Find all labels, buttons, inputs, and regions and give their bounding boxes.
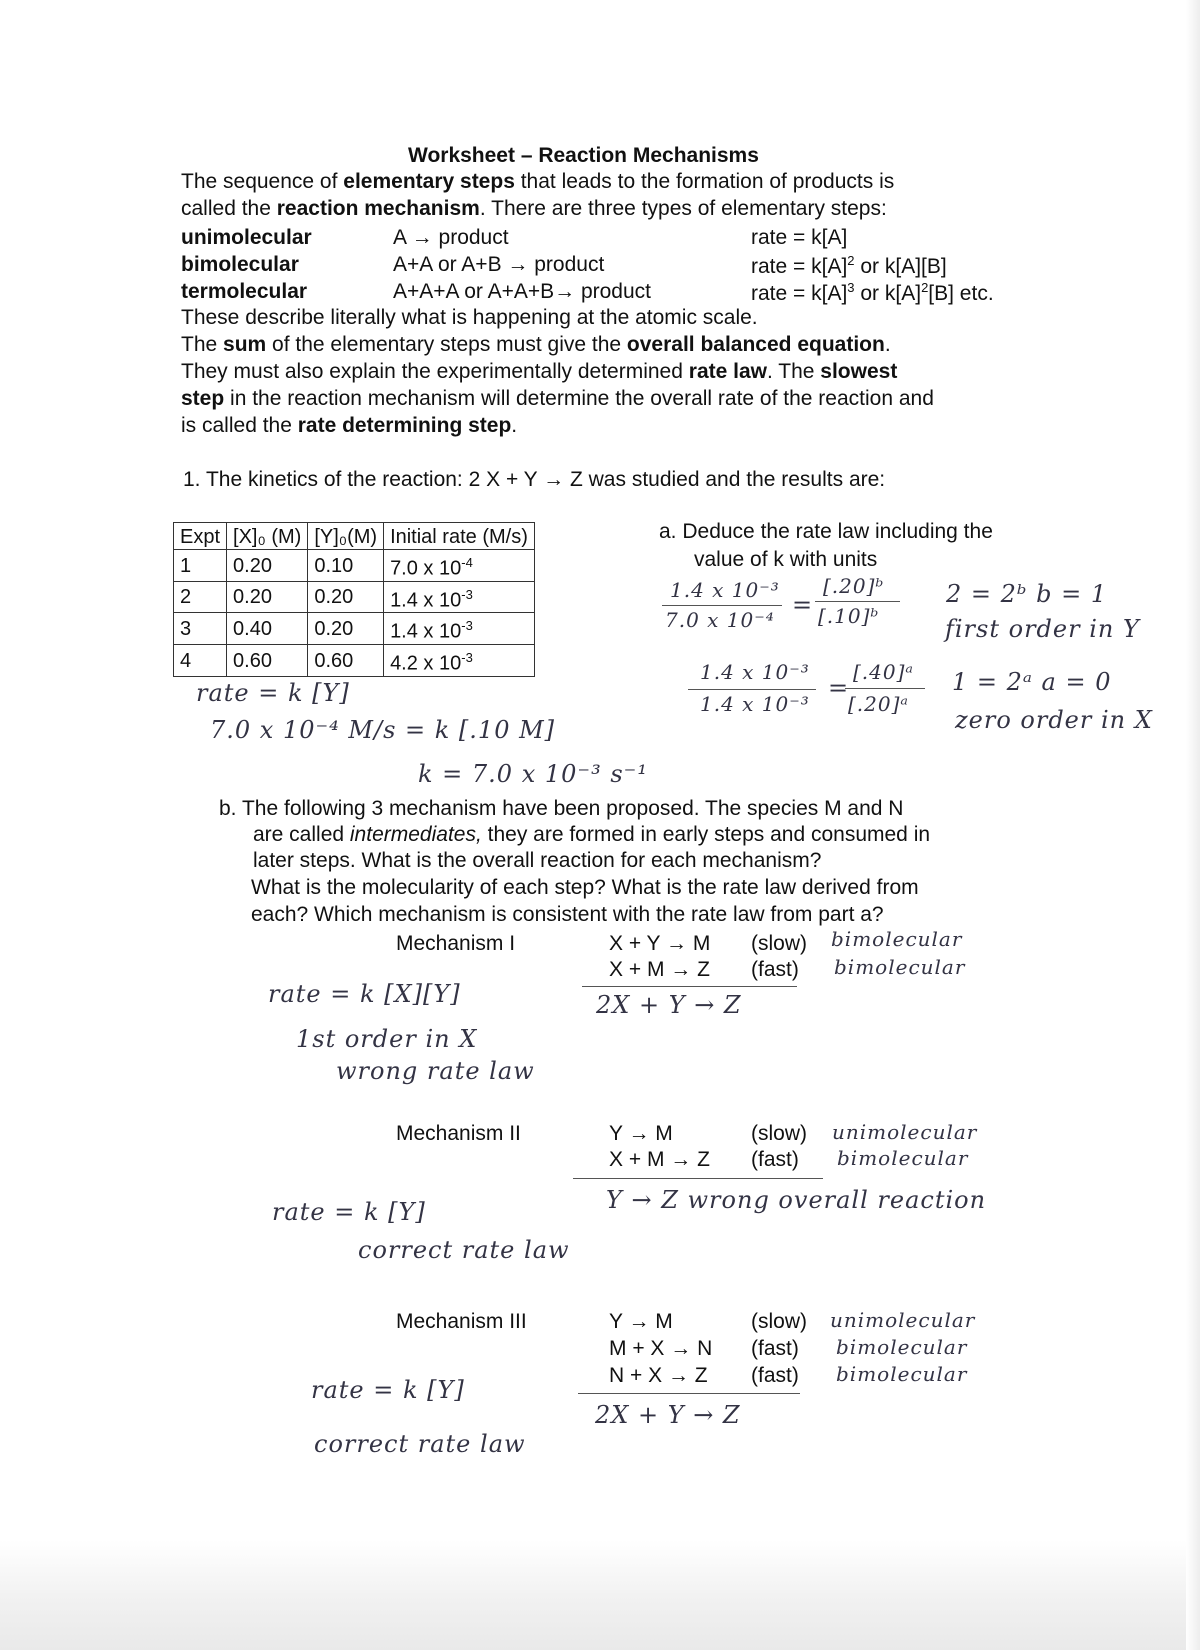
handwritten-note: rate = k [Y] xyxy=(196,679,350,707)
table-cell: 0.60 xyxy=(227,644,308,676)
handwritten-note: unimolecular xyxy=(830,1308,976,1332)
para-line: is called the rate determining step. xyxy=(181,414,518,437)
table-cell: 0.20 xyxy=(227,581,308,613)
handwritten-note: wrong rate law xyxy=(336,1057,535,1085)
handwritten-note: [.20]ᵇ xyxy=(823,574,885,598)
table-row xyxy=(174,644,535,676)
part-b-line: What is the molecularity of each step? What is the rate law derived from xyxy=(251,876,919,899)
handwritten-note: bimolecular xyxy=(831,927,963,951)
fraction-bar xyxy=(815,601,900,602)
step-type-name: termolecular xyxy=(181,280,308,303)
table-header: Expt xyxy=(174,523,227,550)
para-line: They must also explain the experimentally determined rate law. The slowest xyxy=(181,360,898,383)
table-header: [Y]₀(M) xyxy=(308,523,384,550)
kinetics-table xyxy=(173,522,535,677)
table-cell: 7.0 x $10^{-4}$ xyxy=(384,550,535,582)
handwritten-note: 1.4 x 10⁻³ xyxy=(700,692,810,716)
handwritten-note: correct rate law xyxy=(358,1236,570,1264)
step-type-rate: rate = $k[A]^2$ or k[A][B] xyxy=(751,253,947,278)
para-line: step in the reaction mechanism will determine the overall rate of the reaction and xyxy=(181,387,934,410)
mechanism-step: X + M → Z xyxy=(609,958,710,981)
table-cell: 1.4 x $10^{-3}$ xyxy=(384,581,535,613)
table-cell: 4 xyxy=(174,644,227,676)
table-header: Initial rate (M/s) xyxy=(384,523,535,550)
mechanism-step: M + X → N xyxy=(609,1337,713,1360)
table-cell: 0.60 xyxy=(308,644,384,676)
handwritten-note: [.10]ᵇ xyxy=(818,604,880,628)
handwritten-note: rate = k [Y] xyxy=(272,1198,426,1226)
table-cell: 2 xyxy=(174,581,227,613)
step-type-name: unimolecular xyxy=(181,226,312,249)
step-type-example: A+A+A or A+A+B→ product xyxy=(393,280,651,303)
handwritten-note: [.20]ᵃ xyxy=(848,692,909,716)
handwritten-note: k = 7.0 x 10⁻³ s⁻¹ xyxy=(418,760,648,788)
handwritten-note: 1 = 2ᵃ a = 0 xyxy=(952,668,1112,696)
step-type-example: A+A or A+B → product xyxy=(393,253,605,276)
table-cell: 0.20 xyxy=(308,613,384,645)
part-b-line: b. The following 3 mechanism have been proposed. The species M and N xyxy=(219,797,904,820)
mechanism-step: N + X → Z xyxy=(609,1364,708,1387)
step-type-name: bimolecular xyxy=(181,253,299,276)
scan-edge xyxy=(1186,0,1200,1650)
mechanism-step: Y → M xyxy=(609,1122,673,1145)
handwritten-note: 2X + Y → Z xyxy=(595,1401,741,1429)
table-header-row xyxy=(174,523,535,550)
step-speed: (fast) xyxy=(751,1337,799,1360)
handwritten-note: correct rate law xyxy=(314,1430,526,1458)
sum-line xyxy=(573,1178,823,1179)
handwritten-note: bimolecular xyxy=(836,1362,968,1386)
step-type-rate: rate = k[A] xyxy=(751,226,848,249)
page-title: Worksheet – Reaction Mechanisms xyxy=(408,144,759,167)
handwritten-note: 2X + Y → Z xyxy=(596,991,742,1019)
part-a-line-1: a. Deduce the rate law including the xyxy=(659,520,993,543)
question-1: 1. The kinetics of the reaction: 2 X + Y → Z was studied and the results are: xyxy=(183,468,886,491)
handwritten-note: rate = k [X][Y] xyxy=(268,980,461,1008)
table-cell: 0.10 xyxy=(308,550,384,582)
mechanism-label: Mechanism I xyxy=(396,932,516,955)
handwritten-note: 1.4 x 10⁻³ xyxy=(670,578,780,602)
mechanism-step: Y → M xyxy=(609,1310,673,1333)
intro-line-1: The sequence of elementary steps that leads to the formation of products is xyxy=(181,170,895,193)
mechanism-label: Mechanism II xyxy=(396,1122,521,1145)
table-cell: 0.20 xyxy=(308,581,384,613)
intro-line-2: called the reaction mechanism. There are three types of elementary steps: xyxy=(181,197,887,220)
mechanism-label: Mechanism III xyxy=(396,1310,527,1333)
handwritten-note: 2 = 2ᵇ b = 1 xyxy=(946,580,1108,608)
mechanism-step: X + Y → M xyxy=(609,932,711,955)
sum-line xyxy=(578,1393,800,1394)
handwritten-note: 1st order in X xyxy=(296,1025,478,1053)
handwritten-note: 1.4 x 10⁻³ xyxy=(700,660,810,684)
part-b-line: each? Which mechanism is consistent with the rate law from part a? xyxy=(251,903,884,926)
step-type-rate: rate = $k[A]^3$ or $k[A]^2[B]$ etc. xyxy=(751,280,994,305)
fraction-bar xyxy=(845,688,925,689)
step-speed: (slow) xyxy=(751,1310,807,1333)
sum-line xyxy=(582,986,797,987)
handwritten-note: unimolecular xyxy=(832,1120,978,1144)
step-type-example: A → product xyxy=(393,226,509,249)
step-speed: (fast) xyxy=(751,1364,799,1387)
handwritten-note: rate = k [Y] xyxy=(311,1376,465,1404)
step-speed: (slow) xyxy=(751,932,807,955)
table-cell: 1.4 x $10^{-3}$ xyxy=(384,613,535,645)
handwritten-note: bimolecular xyxy=(836,1335,968,1359)
mechanism-step: X + M → Z xyxy=(609,1148,710,1171)
para-line: The sum of the elementary steps must give the overall balanced equation. xyxy=(181,333,891,356)
handwritten-note: 7.0 x 10⁻⁴ xyxy=(665,608,775,632)
scan-shadow xyxy=(0,1540,1200,1650)
handwritten-note: bimolecular xyxy=(837,1146,969,1170)
para-line: These describe literally what is happening at the atomic scale. xyxy=(181,306,758,329)
table-cell: 1 xyxy=(174,550,227,582)
table-cell: 0.40 xyxy=(227,613,308,645)
table-row xyxy=(174,550,535,582)
fraction-bar xyxy=(662,605,782,606)
handwritten-note: Y → Z wrong overall reaction xyxy=(606,1186,987,1214)
table-row xyxy=(174,581,535,613)
fraction-bar xyxy=(688,689,816,690)
part-b-line: are called intermediates, they are formed in early steps and consumed in xyxy=(253,823,931,846)
handwritten-note: zero order in X xyxy=(955,706,1153,734)
table-cell: 0.20 xyxy=(227,550,308,582)
table-row xyxy=(174,613,535,645)
handwritten-note: = xyxy=(792,591,814,619)
handwritten-note: [.40]ᵃ xyxy=(853,660,914,684)
table-cell: 4.2 x $10^{-3}$ xyxy=(384,644,535,676)
step-speed: (fast) xyxy=(751,958,799,981)
table-header: [X]₀ (M) xyxy=(227,523,308,550)
part-b-line: later steps. What is the overall reaction for each mechanism? xyxy=(253,849,822,872)
step-speed: (fast) xyxy=(751,1148,799,1171)
handwritten-note: = xyxy=(828,674,850,702)
handwritten-note: first order in Y xyxy=(945,615,1140,643)
handwritten-note: bimolecular xyxy=(834,955,966,979)
part-a-line-2: value of k with units xyxy=(694,548,878,571)
table-cell: 3 xyxy=(174,613,227,645)
step-speed: (slow) xyxy=(751,1122,807,1145)
handwritten-note: 7.0 x 10⁻⁴ M/s = k [.10 M] xyxy=(210,716,556,744)
